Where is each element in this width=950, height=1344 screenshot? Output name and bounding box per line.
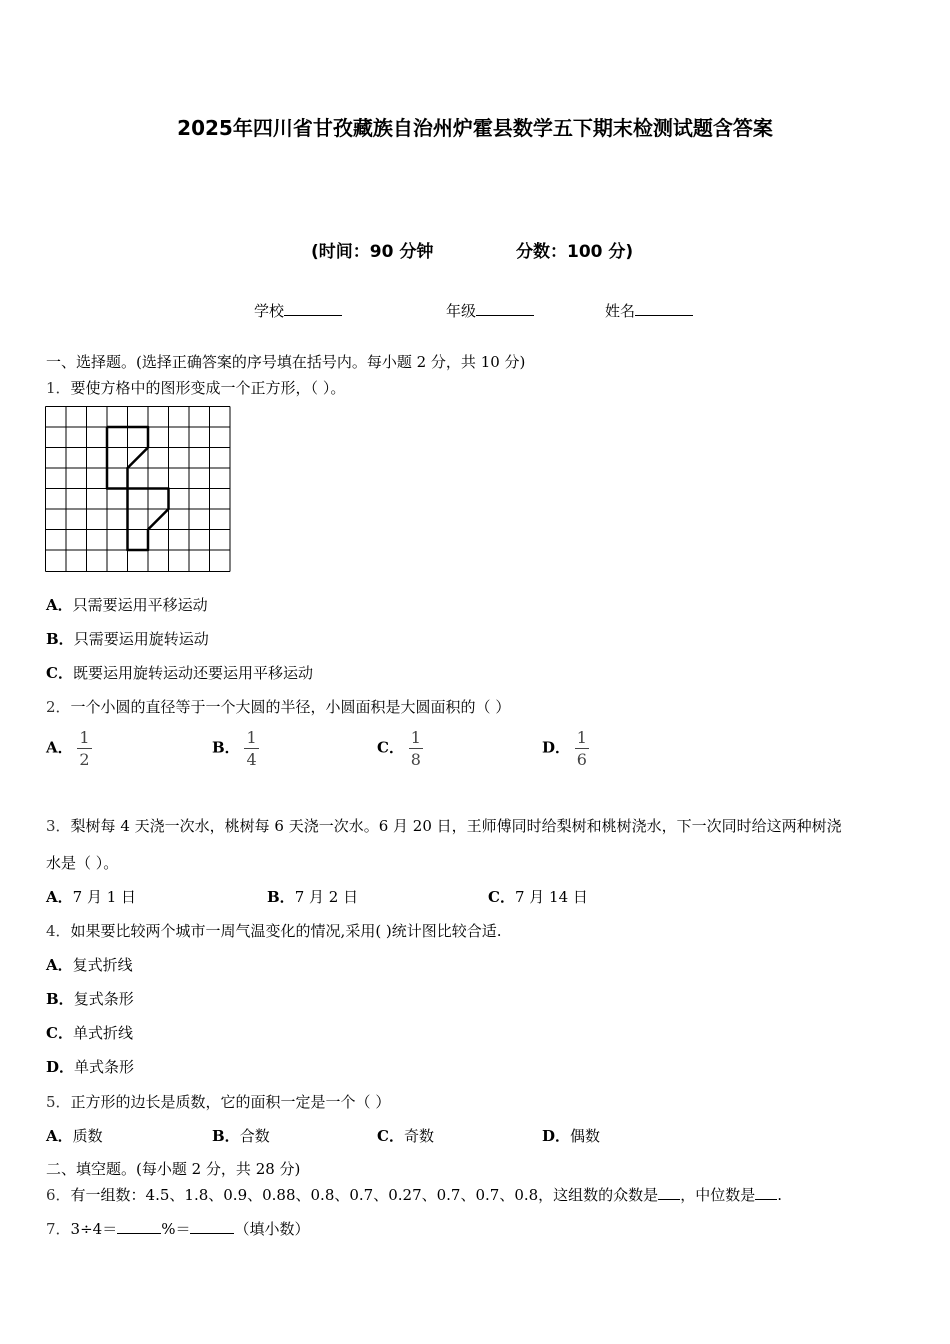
question-text: 梨树每 4 天浇一次水，桃树每 6 天浇一次水。6 月 20 日，王师傅同时给梨树和桃树浇水，下一次同时给这两种树浇 [70, 817, 842, 835]
option-label: A． [46, 596, 73, 614]
shape-outline [107, 427, 169, 550]
grid-figure [45, 406, 233, 574]
option-text: 7 月 14 日 [514, 888, 588, 906]
name-label: 姓名 [605, 302, 636, 320]
option-label: C． [377, 1127, 404, 1145]
q3-option-b[interactable] [267, 886, 358, 907]
question-text-end: . [777, 1186, 782, 1204]
option-text: 复式条形 [73, 990, 134, 1008]
option-label: C． [46, 664, 73, 682]
q1-option-c[interactable] [46, 662, 313, 683]
question-1 [46, 377, 345, 398]
q1-option-a[interactable] [46, 594, 208, 615]
option-label: A． [46, 1127, 73, 1145]
q5-option-d[interactable] [542, 1125, 600, 1146]
page-title: 2025年四川省甘孜藏族自治州炉霍县数学五下期末检测试题含答案 [177, 116, 773, 140]
q5-option-b[interactable] [212, 1125, 270, 1146]
option-text: 只需要运用旋转运动 [73, 630, 209, 648]
fraction: $\frac{1}{4}$ [246, 728, 257, 769]
question-2 [46, 696, 510, 717]
option-text: 单式条形 [74, 1058, 135, 1076]
option-text: 单式折线 [72, 1024, 133, 1042]
option-label: D． [542, 1127, 571, 1145]
q2-option-c[interactable] [377, 729, 423, 768]
median-blank[interactable] [755, 1185, 777, 1200]
question-number: 2． [46, 698, 71, 716]
question-text-mid: %＝ [161, 1220, 191, 1238]
name-blank [635, 301, 693, 316]
q4-option-c[interactable] [46, 1022, 133, 1043]
option-label: C． [46, 1024, 73, 1042]
question-text: 有一组数：4.5、1.8、0.9、0.88、0.8、0.7、0.27、0.7、0.7、0.8，这组数的众数是 [70, 1186, 659, 1204]
question-3-cont: 水是（ ）。 [46, 854, 119, 872]
option-text: 奇数 [403, 1127, 434, 1145]
option-label: A． [46, 738, 73, 757]
exam-time: (时间：90 分钟 [311, 242, 434, 262]
option-label: B． [212, 738, 240, 757]
q3-option-c[interactable] [488, 886, 588, 907]
school-label: 学校 [254, 302, 285, 320]
option-label: B． [46, 990, 74, 1008]
option-label: B． [212, 1127, 240, 1145]
grade-field [446, 300, 534, 321]
question-7 [46, 1218, 309, 1239]
option-label: D． [46, 1058, 75, 1076]
option-text: 7 月 2 日 [294, 888, 359, 906]
question-text: 如果要比较两个城市一周气温变化的情况,采用( )统计图比较合适. [70, 922, 502, 940]
q1-option-b[interactable] [46, 628, 209, 649]
grade-blank [476, 301, 534, 316]
grade-label: 年级 [446, 302, 477, 320]
question-number: 4． [46, 922, 71, 940]
option-text: 复式折线 [72, 956, 133, 974]
q4-option-a[interactable] [46, 954, 133, 975]
section-2-heading: 二、填空题。(每小题 2 分，共 28 分) [46, 1160, 301, 1178]
option-label: C． [488, 888, 515, 906]
q2-option-b[interactable] [212, 729, 259, 768]
option-label: A． [46, 888, 73, 906]
percent-blank[interactable] [117, 1219, 161, 1234]
option-text: 质数 [72, 1127, 103, 1145]
exam-score: 分数：100 分) [516, 242, 634, 262]
q2-option-d[interactable] [542, 729, 589, 768]
question-text: 3÷4＝ [70, 1220, 118, 1238]
decimal-blank[interactable] [190, 1219, 234, 1234]
option-text: 7 月 1 日 [72, 888, 137, 906]
question-text: 要使方格中的图形变成一个正方形，（ ）。 [70, 379, 346, 397]
option-label: C． [377, 738, 404, 757]
name-field [605, 300, 693, 321]
q3-option-a[interactable] [46, 886, 136, 907]
q5-option-a[interactable] [46, 1125, 103, 1146]
q2-option-a[interactable] [46, 729, 92, 768]
section-1-heading: 一、选择题。(选择正确答案的序号填在括号内。每小题 2 分，共 10 分) [46, 353, 526, 371]
question-5 [46, 1091, 390, 1112]
question-number: 6． [46, 1186, 71, 1204]
option-label: D． [542, 738, 571, 757]
option-text: 既要运用旋转运动还要运用平移运动 [72, 664, 313, 682]
question-3 [46, 815, 842, 836]
question-number: 3． [46, 817, 71, 835]
question-number: 5． [46, 1093, 71, 1111]
fraction: $\frac{1}{6}$ [576, 728, 587, 769]
question-number: 7． [46, 1220, 71, 1238]
option-text: 偶数 [570, 1127, 601, 1145]
fraction: $\frac{1}{8}$ [410, 728, 421, 769]
question-number: 1． [46, 379, 71, 397]
option-text: 只需要运用平移运动 [72, 596, 208, 614]
question-text: 正方形的边长是质数，它的面积一定是一个（ ） [70, 1093, 391, 1111]
question-4 [46, 920, 502, 941]
q5-option-c[interactable] [377, 1125, 434, 1146]
school-blank [284, 301, 342, 316]
question-text: 一个小圆的直径等于一个大圆的半径，小圆面积是大圆面积的（ ） [70, 698, 511, 716]
question-6 [46, 1184, 782, 1205]
question-text-mid: ，中位数是 [680, 1186, 756, 1204]
option-label: B． [46, 630, 74, 648]
fraction: $\frac{1}{2}$ [79, 728, 90, 769]
q4-option-d[interactable] [46, 1056, 134, 1077]
question-text-end: （填小数） [234, 1220, 310, 1238]
option-text: 合数 [239, 1127, 270, 1145]
school-field [254, 300, 342, 321]
option-label: A． [46, 956, 73, 974]
option-label: B． [267, 888, 295, 906]
mode-blank[interactable] [658, 1185, 680, 1200]
q4-option-b[interactable] [46, 988, 134, 1009]
